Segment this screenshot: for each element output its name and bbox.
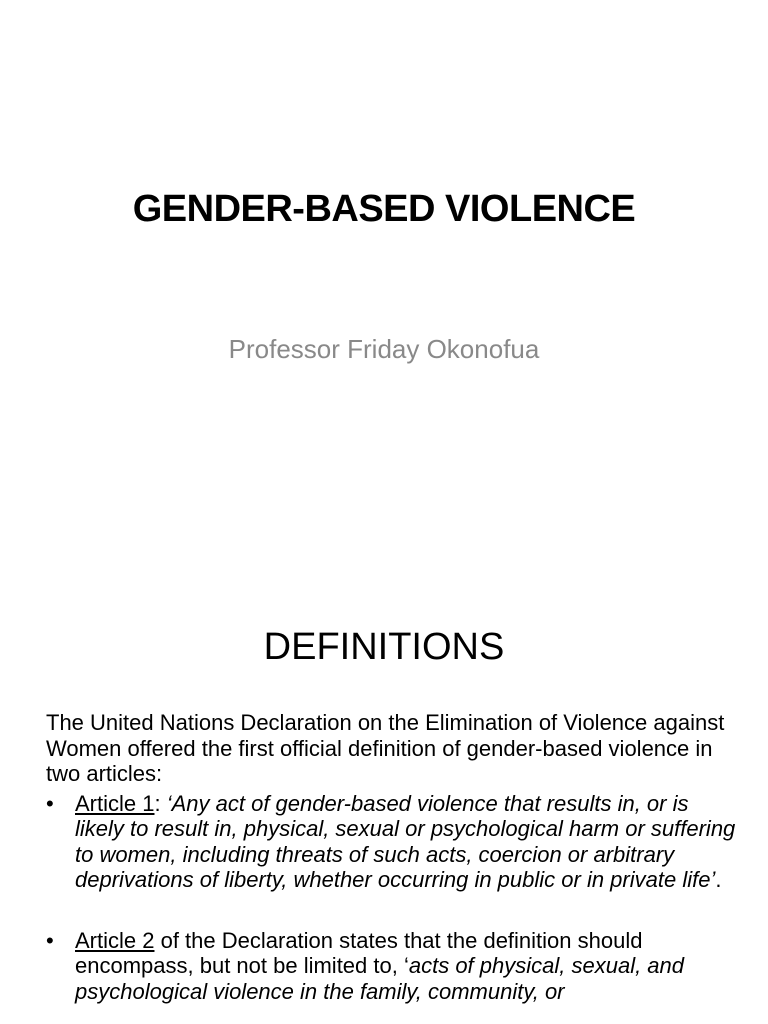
article-2-ref: Article 2 [75, 927, 155, 953]
intro-paragraph: The United Nations Declaration on the Elimination of Violence against Women offered the first official definition of gender-based violence in two articles: [46, 710, 725, 786]
article-1-end: . [715, 867, 722, 892]
article-1-separator: : [154, 790, 167, 816]
article-2-text: of the Declaration states that the definition should encompass, but not be limited to, ‘ [75, 927, 643, 978]
slide-heading: DEFINITIONS [263, 626, 505, 668]
bullet-icon: • [46, 790, 54, 816]
article-1-ref: Article 1 [75, 790, 155, 816]
bullet-icon: • [46, 927, 54, 953]
presenter-name: Professor Friday Okonofua [228, 334, 540, 364]
slide-body [46, 710, 736, 1004]
presentation-title: GENDER-BASED VIOLENCE [132, 188, 636, 230]
definitions-slide [0, 576, 768, 1024]
bullet-article-2 [46, 928, 736, 1005]
bullet-article-1 [46, 791, 736, 893]
article-2-quote: acts of physical, sexual, and psychological violence in the family, community, or [75, 953, 685, 1004]
article-1-quote: ‘Any act of gender-based violence that results in, or is likely to result in, physical, sexual or psychological harm or suffering to women, including threats of such acts, coercion or arbitrary deprivations of liberty, whether occurring in public or in private life’ [75, 790, 736, 892]
